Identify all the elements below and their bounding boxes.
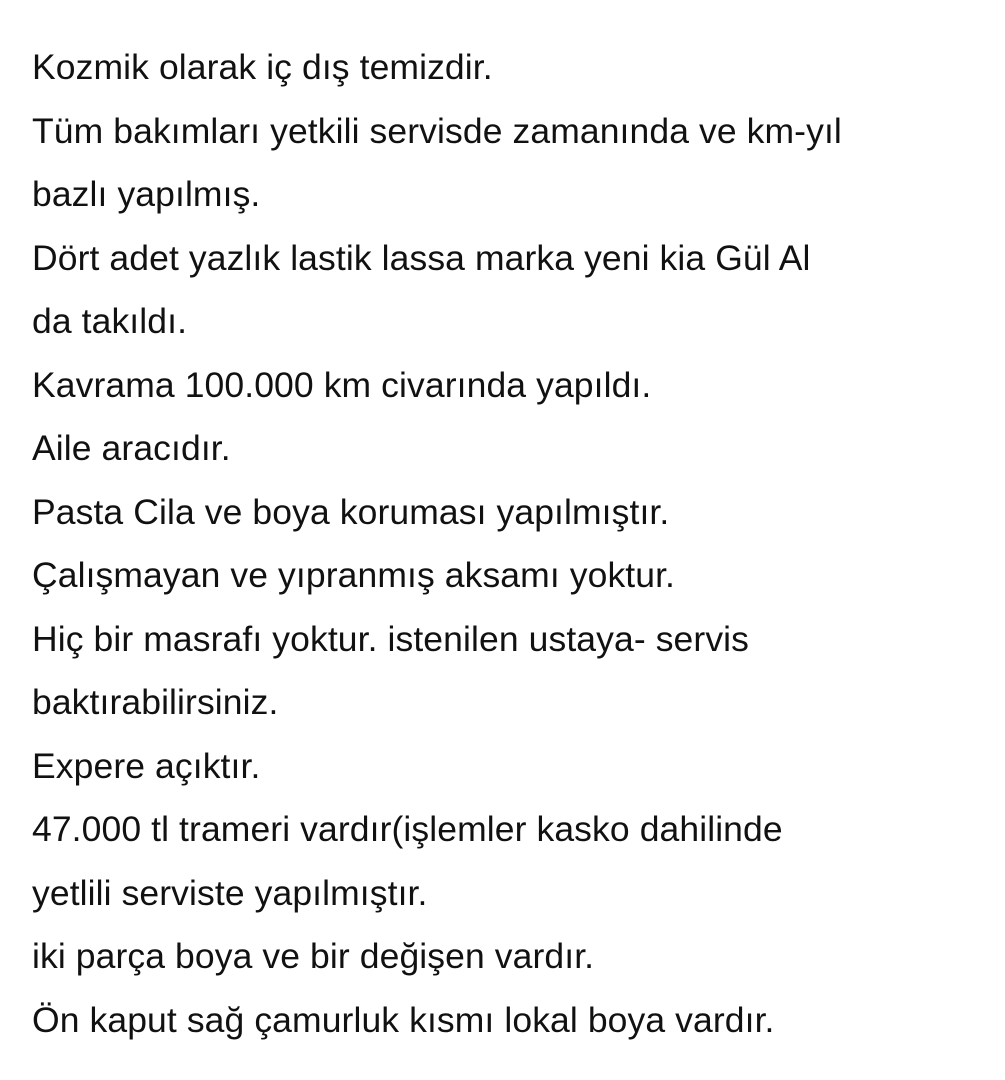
text-line: Çalışmayan ve yıpranmış aksamı yoktur. [32, 555, 676, 595]
text-line: 47.000 tl trameri vardır(işlemler kasko dahilinde [32, 809, 783, 849]
text-line: yetlili serviste yapılmıştır. [32, 872, 428, 913]
text-line: Hiç bir masrafı yoktur. istenilen ustaya- servis [32, 618, 750, 659]
text-line: Kozmik olarak iç dış temizdir. [32, 47, 493, 87]
text-line: Tüm bakımları yetkili servisde zamanında ve km-yıl [32, 110, 842, 151]
text-line: bazlı yapılmış. [32, 174, 261, 214]
text-line: Expere açıktır. [32, 745, 261, 786]
text-line: Ön kaput sağ çamurluk kısmı lokal boya vardır. [32, 999, 775, 1040]
text-line: Pasta Cila ve boya koruması yapılmıştır. [32, 491, 670, 532]
text-line: da takıldı. [32, 301, 188, 341]
text-line: Kavrama 100.000 km civarında yapıldı. [32, 364, 652, 405]
listing-description [32, 36, 992, 1052]
text-line: iki parça boya ve bir değişen vardır. [32, 936, 595, 976]
text-line: baktırabilirsiniz. [32, 682, 279, 722]
text-line: Dört adet yazlık lastik lassa marka yeni kia Gül Al [32, 237, 811, 278]
text-line: Aile aracıdır. [32, 428, 231, 468]
